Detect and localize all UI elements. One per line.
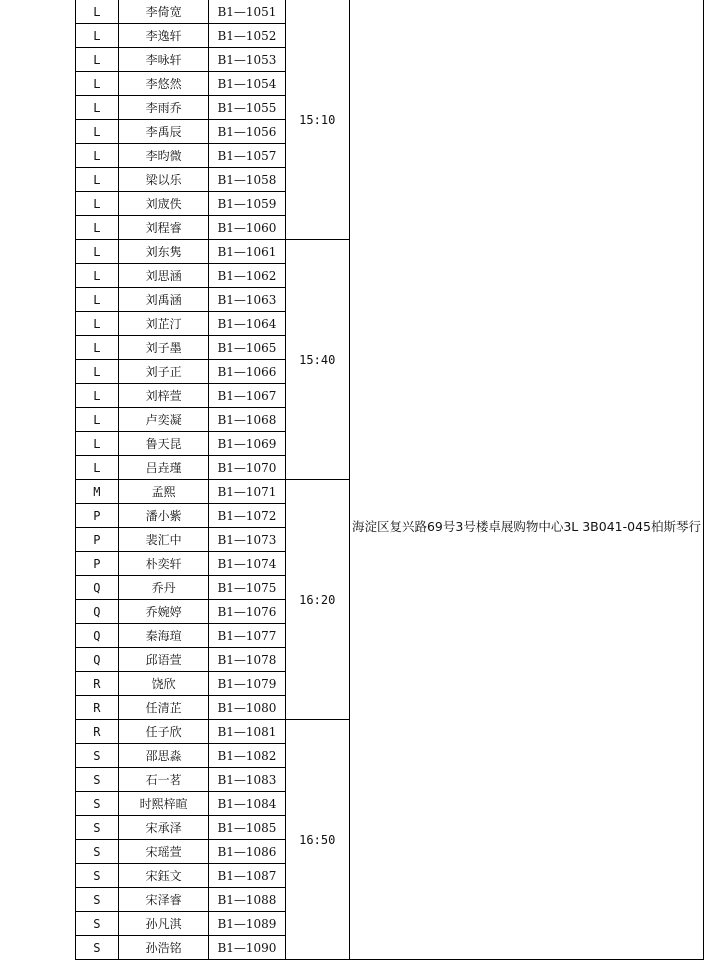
exam-number-cell: B1—1074: [209, 552, 285, 576]
exam-number-cell: B1—1084: [209, 792, 285, 816]
surname-initial-cell: S: [76, 792, 119, 816]
student-name-cell: 李倚宽: [118, 0, 209, 24]
student-name-cell: 裴汇中: [118, 528, 209, 552]
student-name-cell: 时熙梓暄: [118, 792, 209, 816]
surname-initial-cell: R: [76, 672, 119, 696]
surname-initial-cell: L: [76, 192, 119, 216]
time-slot-cell: 16:50: [285, 720, 349, 960]
surname-initial-cell: L: [76, 72, 119, 96]
surname-initial-cell: S: [76, 912, 119, 936]
student-name-cell: 刘思涵: [118, 264, 209, 288]
exam-number-cell: B1—1064: [209, 312, 285, 336]
exam-number-cell: B1—1054: [209, 72, 285, 96]
surname-initial-cell: L: [76, 360, 119, 384]
student-name-cell: 李雨乔: [118, 96, 209, 120]
exam-number-cell: B1—1061: [209, 240, 285, 264]
exam-number-cell: B1—1090: [209, 936, 285, 960]
student-name-cell: 刘子墨: [118, 336, 209, 360]
student-name-cell: 孟熙: [118, 480, 209, 504]
exam-number-cell: B1—1075: [209, 576, 285, 600]
student-name-cell: 宋泽睿: [118, 888, 209, 912]
location-text: 海淀区复兴路69号3号楼卓展购物中心3L 3B041-045柏斯琴行: [351, 519, 701, 534]
surname-initial-cell: R: [76, 720, 119, 744]
student-name-cell: 刘宬佚: [118, 192, 209, 216]
student-name-cell: 刘芷汀: [118, 312, 209, 336]
student-name-cell: 卢奕凝: [118, 408, 209, 432]
surname-initial-cell: L: [76, 0, 119, 24]
student-name-cell: 宋鈺文: [118, 864, 209, 888]
surname-initial-cell: L: [76, 48, 119, 72]
schedule-table: [75, 0, 704, 960]
surname-initial-cell: S: [76, 936, 119, 960]
surname-initial-cell: L: [76, 96, 119, 120]
student-name-cell: 乔婉婷: [118, 600, 209, 624]
student-name-cell: 李咏轩: [118, 48, 209, 72]
exam-number-cell: B1—1087: [209, 864, 285, 888]
student-name-cell: 梁以乐: [118, 168, 209, 192]
exam-number-cell: B1—1077: [209, 624, 285, 648]
exam-number-cell: B1—1088: [209, 888, 285, 912]
time-slot-cell: 16:20: [285, 480, 349, 720]
exam-number-cell: B1—1086: [209, 840, 285, 864]
time-slot-cell: 15:40: [285, 240, 349, 480]
exam-number-cell: B1—1078: [209, 648, 285, 672]
surname-initial-cell: L: [76, 120, 119, 144]
exam-number-cell: B1—1069: [209, 432, 285, 456]
exam-number-cell: B1—1079: [209, 672, 285, 696]
student-name-cell: 刘禹涵: [118, 288, 209, 312]
surname-initial-cell: L: [76, 336, 119, 360]
student-name-cell: 饶欣: [118, 672, 209, 696]
exam-number-cell: B1—1067: [209, 384, 285, 408]
surname-initial-cell: L: [76, 384, 119, 408]
student-name-cell: 潘小紫: [118, 504, 209, 528]
exam-number-cell: B1—1068: [209, 408, 285, 432]
surname-initial-cell: L: [76, 264, 119, 288]
surname-initial-cell: P: [76, 504, 119, 528]
exam-number-cell: B1—1071: [209, 480, 285, 504]
exam-number-cell: B1—1080: [209, 696, 285, 720]
surname-initial-cell: Q: [76, 648, 119, 672]
student-name-cell: 刘子正: [118, 360, 209, 384]
surname-initial-cell: L: [76, 288, 119, 312]
exam-number-cell: B1—1062: [209, 264, 285, 288]
surname-initial-cell: L: [76, 312, 119, 336]
student-name-cell: 乔丹: [118, 576, 209, 600]
student-name-cell: 宋瑶萱: [118, 840, 209, 864]
exam-number-cell: B1—1083: [209, 768, 285, 792]
student-name-cell: 刘东隽: [118, 240, 209, 264]
surname-initial-cell: Q: [76, 576, 119, 600]
surname-initial-cell: L: [76, 24, 119, 48]
exam-number-cell: B1—1051: [209, 0, 285, 24]
location-cell: [349, 0, 703, 960]
surname-initial-cell: L: [76, 144, 119, 168]
surname-initial-cell: L: [76, 432, 119, 456]
surname-initial-cell: P: [76, 552, 119, 576]
student-name-cell: 任清芷: [118, 696, 209, 720]
student-name-cell: 邱语萱: [118, 648, 209, 672]
exam-number-cell: B1—1076: [209, 600, 285, 624]
surname-initial-cell: S: [76, 816, 119, 840]
student-name-cell: 孙浩铭: [118, 936, 209, 960]
student-name-cell: 朴奕轩: [118, 552, 209, 576]
student-name-cell: 鲁天昆: [118, 432, 209, 456]
exam-number-cell: B1—1085: [209, 816, 285, 840]
student-name-cell: 邵思淼: [118, 744, 209, 768]
student-name-cell: 秦海瑄: [118, 624, 209, 648]
exam-number-cell: B1—1073: [209, 528, 285, 552]
exam-number-cell: B1—1055: [209, 96, 285, 120]
surname-initial-cell: M: [76, 480, 119, 504]
surname-initial-cell: S: [76, 888, 119, 912]
surname-initial-cell: L: [76, 240, 119, 264]
exam-number-cell: B1—1081: [209, 720, 285, 744]
surname-initial-cell: P: [76, 528, 119, 552]
surname-initial-cell: Q: [76, 600, 119, 624]
surname-initial-cell: R: [76, 696, 119, 720]
student-name-cell: 宋承泽: [118, 816, 209, 840]
surname-initial-cell: L: [76, 408, 119, 432]
exam-number-cell: B1—1059: [209, 192, 285, 216]
exam-number-cell: B1—1089: [209, 912, 285, 936]
table-row: [76, 0, 704, 24]
surname-initial-cell: S: [76, 768, 119, 792]
exam-number-cell: B1—1057: [209, 144, 285, 168]
exam-number-cell: B1—1058: [209, 168, 285, 192]
exam-number-cell: B1—1060: [209, 216, 285, 240]
surname-initial-cell: L: [76, 168, 119, 192]
surname-initial-cell: S: [76, 864, 119, 888]
exam-number-cell: B1—1052: [209, 24, 285, 48]
exam-number-cell: B1—1053: [209, 48, 285, 72]
exam-number-cell: B1—1072: [209, 504, 285, 528]
student-name-cell: 李昀微: [118, 144, 209, 168]
student-name-cell: 李悠然: [118, 72, 209, 96]
exam-number-cell: B1—1065: [209, 336, 285, 360]
exam-number-cell: B1—1066: [209, 360, 285, 384]
exam-number-cell: B1—1082: [209, 744, 285, 768]
student-name-cell: 任子欣: [118, 720, 209, 744]
exam-number-cell: B1—1070: [209, 456, 285, 480]
time-slot-cell: 15:10: [285, 0, 349, 240]
surname-initial-cell: L: [76, 456, 119, 480]
student-name-cell: 刘梓萱: [118, 384, 209, 408]
exam-number-cell: B1—1056: [209, 120, 285, 144]
student-name-cell: 吕垚瑾: [118, 456, 209, 480]
exam-number-cell: B1—1063: [209, 288, 285, 312]
student-name-cell: 孙凡淇: [118, 912, 209, 936]
student-name-cell: 刘程睿: [118, 216, 209, 240]
surname-initial-cell: S: [76, 744, 119, 768]
student-name-cell: 李禹辰: [118, 120, 209, 144]
surname-initial-cell: Q: [76, 624, 119, 648]
surname-initial-cell: S: [76, 840, 119, 864]
student-name-cell: 石一茗: [118, 768, 209, 792]
student-name-cell: 李逸轩: [118, 24, 209, 48]
schedule-body: [76, 0, 704, 960]
surname-initial-cell: L: [76, 216, 119, 240]
